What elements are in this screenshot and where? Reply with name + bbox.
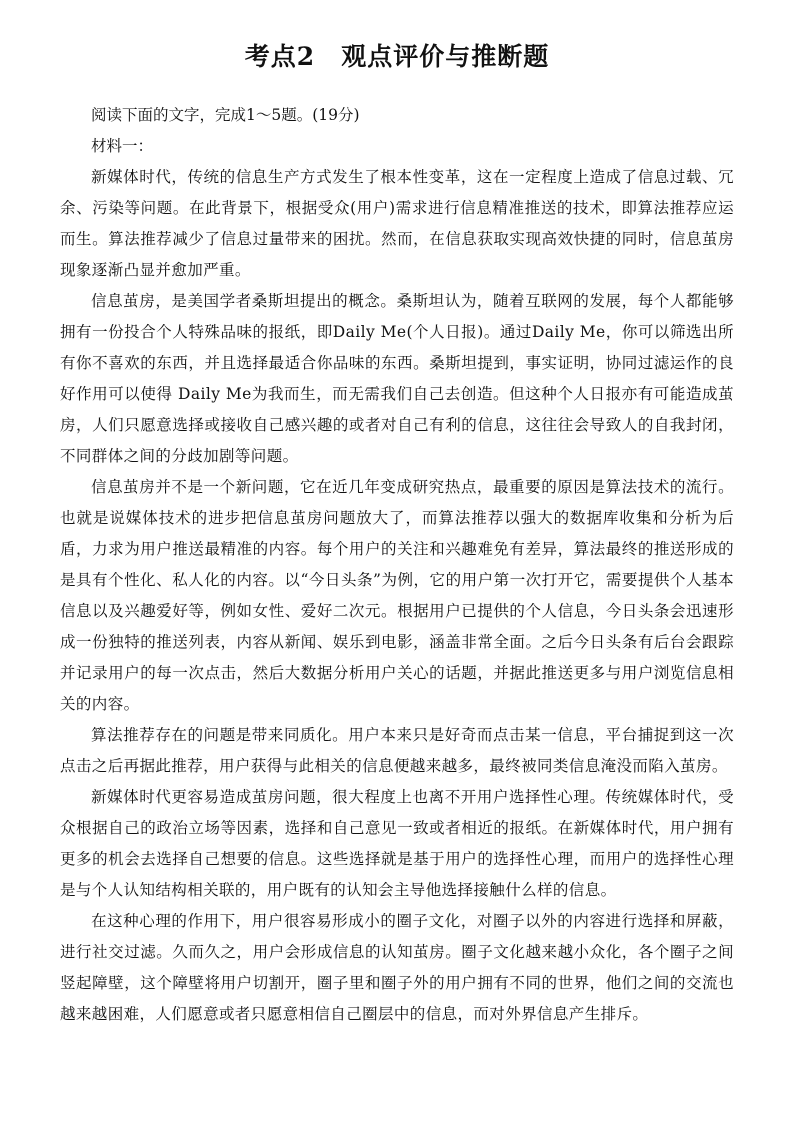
paragraph-3: 信息茧房并不是一个新问题，它在近几年变成研究热点，最重要的原因是算法技术的流行。也就是说媒体技术的进步把信息茧房问题放大了，而算法推荐以强大的数据库收集和分析为后盾，力求为用户推送最精准的内容。每个用户的关注和兴趣难免有差异，算法最终的推送形成的是具有个性化、私人化的内容。以“今日头条”为例，它的用户第一次打开它，需要提供个人基本信息以及兴趣爱好等，例如女性、爱好二次元。根据用户已提供的个人信息，今日头条会迅速形成一份独特的推送列表，内容从新闻、娱乐到电影，涵盖非常全面。之后今日头条有后台会跟踪并记录用户的每一次点击，然后大数据分析用户关心的话题，并据此推送更多与用户浏览信息相关的内容。 — [60, 478, 734, 713]
paragraph-4: 算法推荐存在的问题是带来同质化。用户本来只是好奇而点击某一信息，平台捕捉到这一次点击之后再据此推荐，用户获得与此相关的信息便越来越多，最终被同类信息淹没而陷入茧房。 — [60, 726, 734, 775]
paragraph-5: 新媒体时代更容易造成茧房问题，很大程度上也离不开用户选择性心理。传统媒体时代，受众根据自己的政治立场等因素，选择和自己意见一致或者相近的报纸。在新媒体时代，用户拥有更多的机会去选择自己想要的信息。这些选择就是基于用户的选择性心理，而用户的选择性心理是与个人认知结构相关联的，用户既有的认知会主导他选择接触什么样的信息。 — [60, 788, 734, 899]
paragraph-2: 信息茧房，是美国学者桑斯坦提出的概念。桑斯坦认为，随着互联网的发展，每个人都能够拥有一份投合个人特殊品味的报纸，即Daily Me(个人日报)。通过Daily Me，你可以筛选出所有你不喜欢的东西，并且选择最适合你品味的东西。桑斯坦提到，事实证明，协同过滤运作的良好作用可以使得 Daily Me为我而生，而无需我们自己去创造。但这种个人日报亦有可能造成茧房，人们只愿意选择或接收自己感兴趣的或者对自己有利的信息，这往往会导致人的自我封闭，不同群体之间的分歧加剧等问题。 — [60, 292, 734, 465]
page-title — [60, 40, 734, 74]
material-label: 材料一： — [91, 137, 154, 155]
paragraph-1: 新媒体时代，传统的信息生产方式发生了根本性变革，这在一定程度上造成了信息过载、冗余、污染等问题。在此背景下，根据受众(用户)需求进行信息精准推送的技术，即算法推荐应运而生。算法推荐减少了信息过量带来的困扰。然而，在信息获取实现高效快捷的同时，信息茧房现象逐渐凸显并愈加严重。 — [60, 168, 734, 279]
title-prefix: 考点2 — [244, 42, 316, 71]
instruction-text: 阅读下面的文字，完成1～5题。(19分) — [91, 106, 360, 124]
paragraph-6: 在这种心理的作用下，用户很容易形成小的圈子文化，对圈子以外的内容进行选择和屏蔽，进行社交过滤。久而久之，用户会形成信息的认知茧房。圈子文化越来越小众化，各个圈子之间竖起障壁，这个障壁将用户切割开，圈子里和圈子外的用户拥有不同的世界，他们之间的交流也越来越困难，人们愿意或者只愿意相信自己圈层中的信息，而对外界信息产生排斥。 — [60, 912, 734, 1023]
title-main: 观点评价与推断题 — [341, 42, 550, 71]
